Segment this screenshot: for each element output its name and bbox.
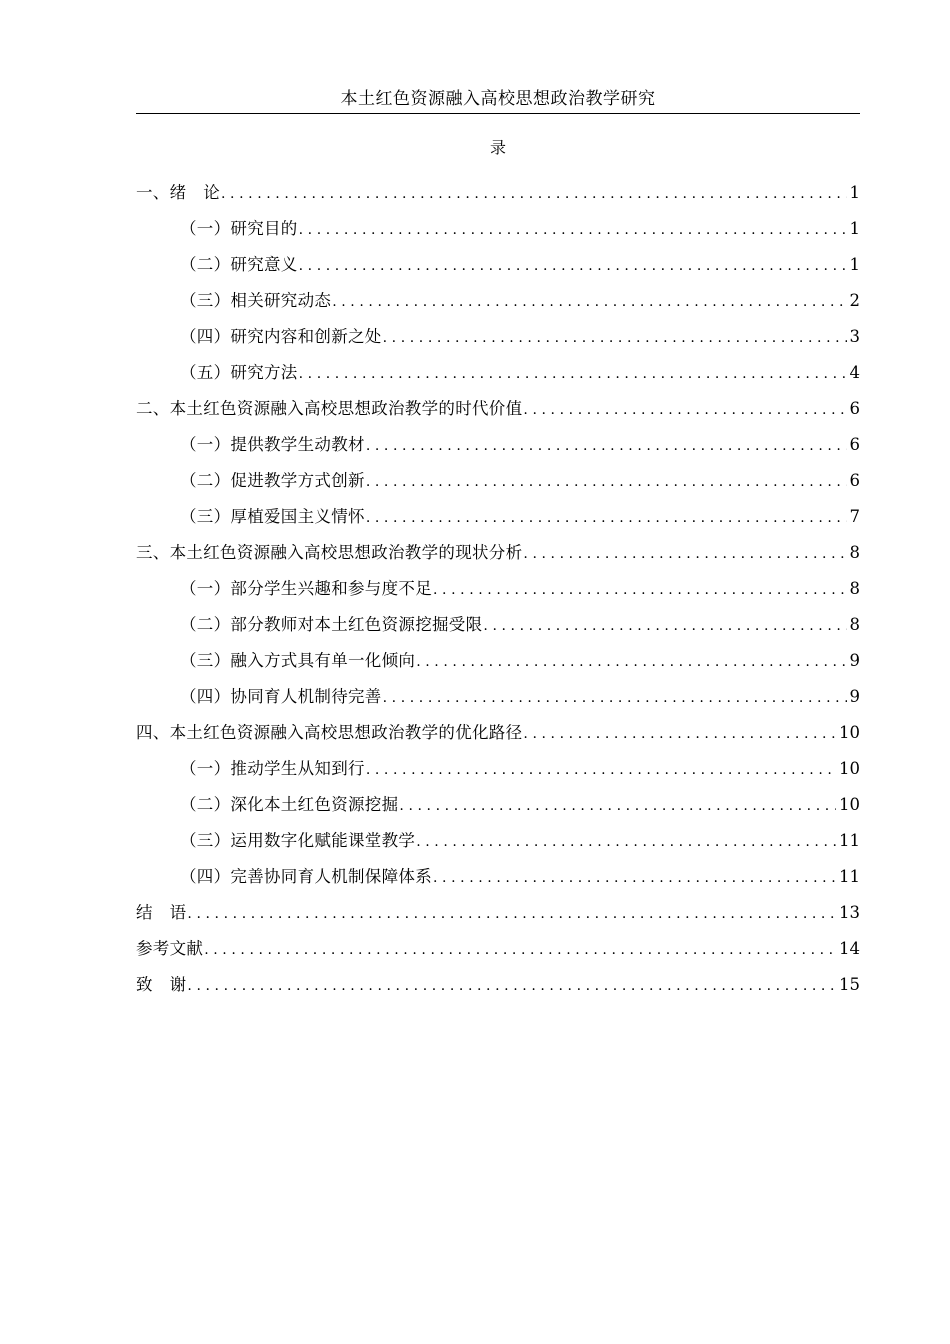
toc-entry[interactable] — [136, 181, 860, 217]
toc-entry-title: （一）提供教学生动教材 — [180, 435, 365, 454]
toc-entry-page: 8 — [849, 543, 860, 562]
toc-entry-page: 11 — [839, 831, 860, 850]
header-divider — [136, 113, 860, 114]
toc-entry-page: 2 — [849, 291, 860, 310]
toc-entry-page: 1 — [849, 255, 860, 274]
toc-entry-page: 10 — [839, 795, 860, 814]
toc-entry[interactable] — [136, 793, 860, 829]
toc-entry[interactable] — [136, 937, 860, 973]
toc-dot-leader — [383, 686, 847, 710]
toc-entry-page: 4 — [849, 363, 860, 382]
toc-dot-leader — [433, 866, 836, 890]
toc-entry-page: 1 — [849, 219, 860, 238]
toc-entry-title: （四）研究内容和创新之处 — [180, 327, 382, 346]
toc-dot-leader — [204, 938, 836, 962]
toc-dot-leader — [416, 650, 846, 674]
toc-dot-leader — [383, 326, 847, 350]
toc-entry[interactable] — [136, 613, 860, 649]
toc-entry[interactable] — [136, 217, 860, 253]
toc-entry-title: 二、本土红色资源融入高校思想政治教学的时代价值 — [136, 399, 523, 418]
toc-dot-leader — [523, 542, 846, 566]
toc-entry-title: （一）研究目的 — [180, 219, 298, 238]
table-of-contents — [136, 181, 860, 1009]
toc-entry[interactable] — [136, 361, 860, 397]
toc-dot-leader — [366, 434, 847, 458]
toc-dot-leader — [187, 974, 836, 998]
toc-dot-leader — [523, 722, 836, 746]
toc-entry-title: （五）研究方法 — [180, 363, 298, 382]
toc-entry-title: （二）研究意义 — [180, 255, 298, 274]
toc-entry[interactable] — [136, 505, 860, 541]
toc-entry-title: （三）融入方式具有单一化倾向 — [180, 651, 416, 670]
toc-entry[interactable] — [136, 829, 860, 865]
toc-entry-page: 13 — [839, 903, 860, 922]
toc-entry-title: （一）推动学生从知到行 — [180, 759, 365, 778]
toc-entry-page: 8 — [849, 579, 860, 598]
toc-entry[interactable] — [136, 469, 860, 505]
toc-dot-leader — [332, 290, 846, 314]
toc-dot-leader — [416, 830, 836, 854]
toc-entry-title: 致 谢 — [136, 975, 187, 994]
toc-entry-page: 8 — [849, 615, 860, 634]
toc-entry-title: （二）部分教师对本土红色资源挖掘受限 — [180, 615, 483, 634]
toc-entry-title: （四）完善协同育人机制保障体系 — [180, 867, 432, 886]
toc-entry-page: 9 — [849, 651, 860, 670]
toc-entry-title: （二）促进教学方式创新 — [180, 471, 365, 490]
toc-dot-leader — [399, 794, 836, 818]
toc-entry-title: （四）协同育人机制待完善 — [180, 687, 382, 706]
toc-entry-page: 10 — [839, 759, 860, 778]
toc-dot-leader — [299, 218, 847, 242]
toc-dot-leader — [483, 614, 846, 638]
toc-entry[interactable] — [136, 577, 860, 613]
toc-dot-leader — [221, 182, 847, 206]
toc-entry[interactable] — [136, 757, 860, 793]
toc-entry[interactable] — [136, 901, 860, 937]
toc-entry[interactable] — [136, 649, 860, 685]
toc-dot-leader — [366, 758, 836, 782]
toc-entry-page: 1 — [849, 183, 860, 202]
toc-dot-leader — [523, 398, 846, 422]
toc-entry[interactable] — [136, 973, 860, 1009]
toc-entry[interactable] — [136, 541, 860, 577]
toc-entry-title: （二）深化本土红色资源挖掘 — [180, 795, 399, 814]
toc-entry-title: （一）部分学生兴趣和参与度不足 — [180, 579, 432, 598]
toc-entry-title: 一、绪 论 — [136, 183, 220, 202]
toc-dot-leader — [187, 902, 836, 926]
toc-entry[interactable] — [136, 433, 860, 469]
toc-entry[interactable] — [136, 325, 860, 361]
toc-entry[interactable] — [136, 289, 860, 325]
toc-entry-page: 6 — [849, 435, 860, 454]
toc-dot-leader — [366, 470, 847, 494]
toc-entry[interactable] — [136, 721, 860, 757]
toc-entry-page: 11 — [839, 867, 860, 886]
toc-entry-page: 10 — [839, 723, 860, 742]
toc-entry-title: 四、本土红色资源融入高校思想政治教学的优化路径 — [136, 723, 523, 742]
toc-entry-title: 参考文献 — [136, 939, 204, 958]
toc-entry-page: 9 — [849, 687, 860, 706]
toc-entry-page: 15 — [839, 975, 860, 994]
toc-entry-title: 三、本土红色资源融入高校思想政治教学的现状分析 — [136, 543, 523, 562]
toc-dot-leader — [433, 578, 847, 602]
toc-dot-leader — [299, 362, 847, 386]
toc-entry-page: 14 — [839, 939, 860, 958]
toc-entry-title: 结 语 — [136, 903, 187, 922]
toc-entry-title: （三）厚植爱国主义情怀 — [180, 507, 365, 526]
toc-heading: 录 — [489, 138, 506, 157]
toc-dot-leader — [299, 254, 847, 278]
toc-entry-page: 3 — [849, 327, 860, 346]
toc-entry-title: （三）运用数字化赋能课堂教学 — [180, 831, 416, 850]
toc-entry[interactable] — [136, 397, 860, 433]
toc-entry[interactable] — [136, 685, 860, 721]
toc-entry[interactable] — [136, 865, 860, 901]
toc-entry-title: （三）相关研究动态 — [180, 291, 332, 310]
toc-entry-page: 6 — [849, 471, 860, 490]
toc-entry[interactable] — [136, 253, 860, 289]
toc-dot-leader — [366, 506, 847, 530]
toc-entry-page: 7 — [849, 507, 860, 526]
running-header-title: 本土红色资源融入高校思想政治教学研究 — [340, 89, 656, 109]
toc-entry-page: 6 — [849, 399, 860, 418]
